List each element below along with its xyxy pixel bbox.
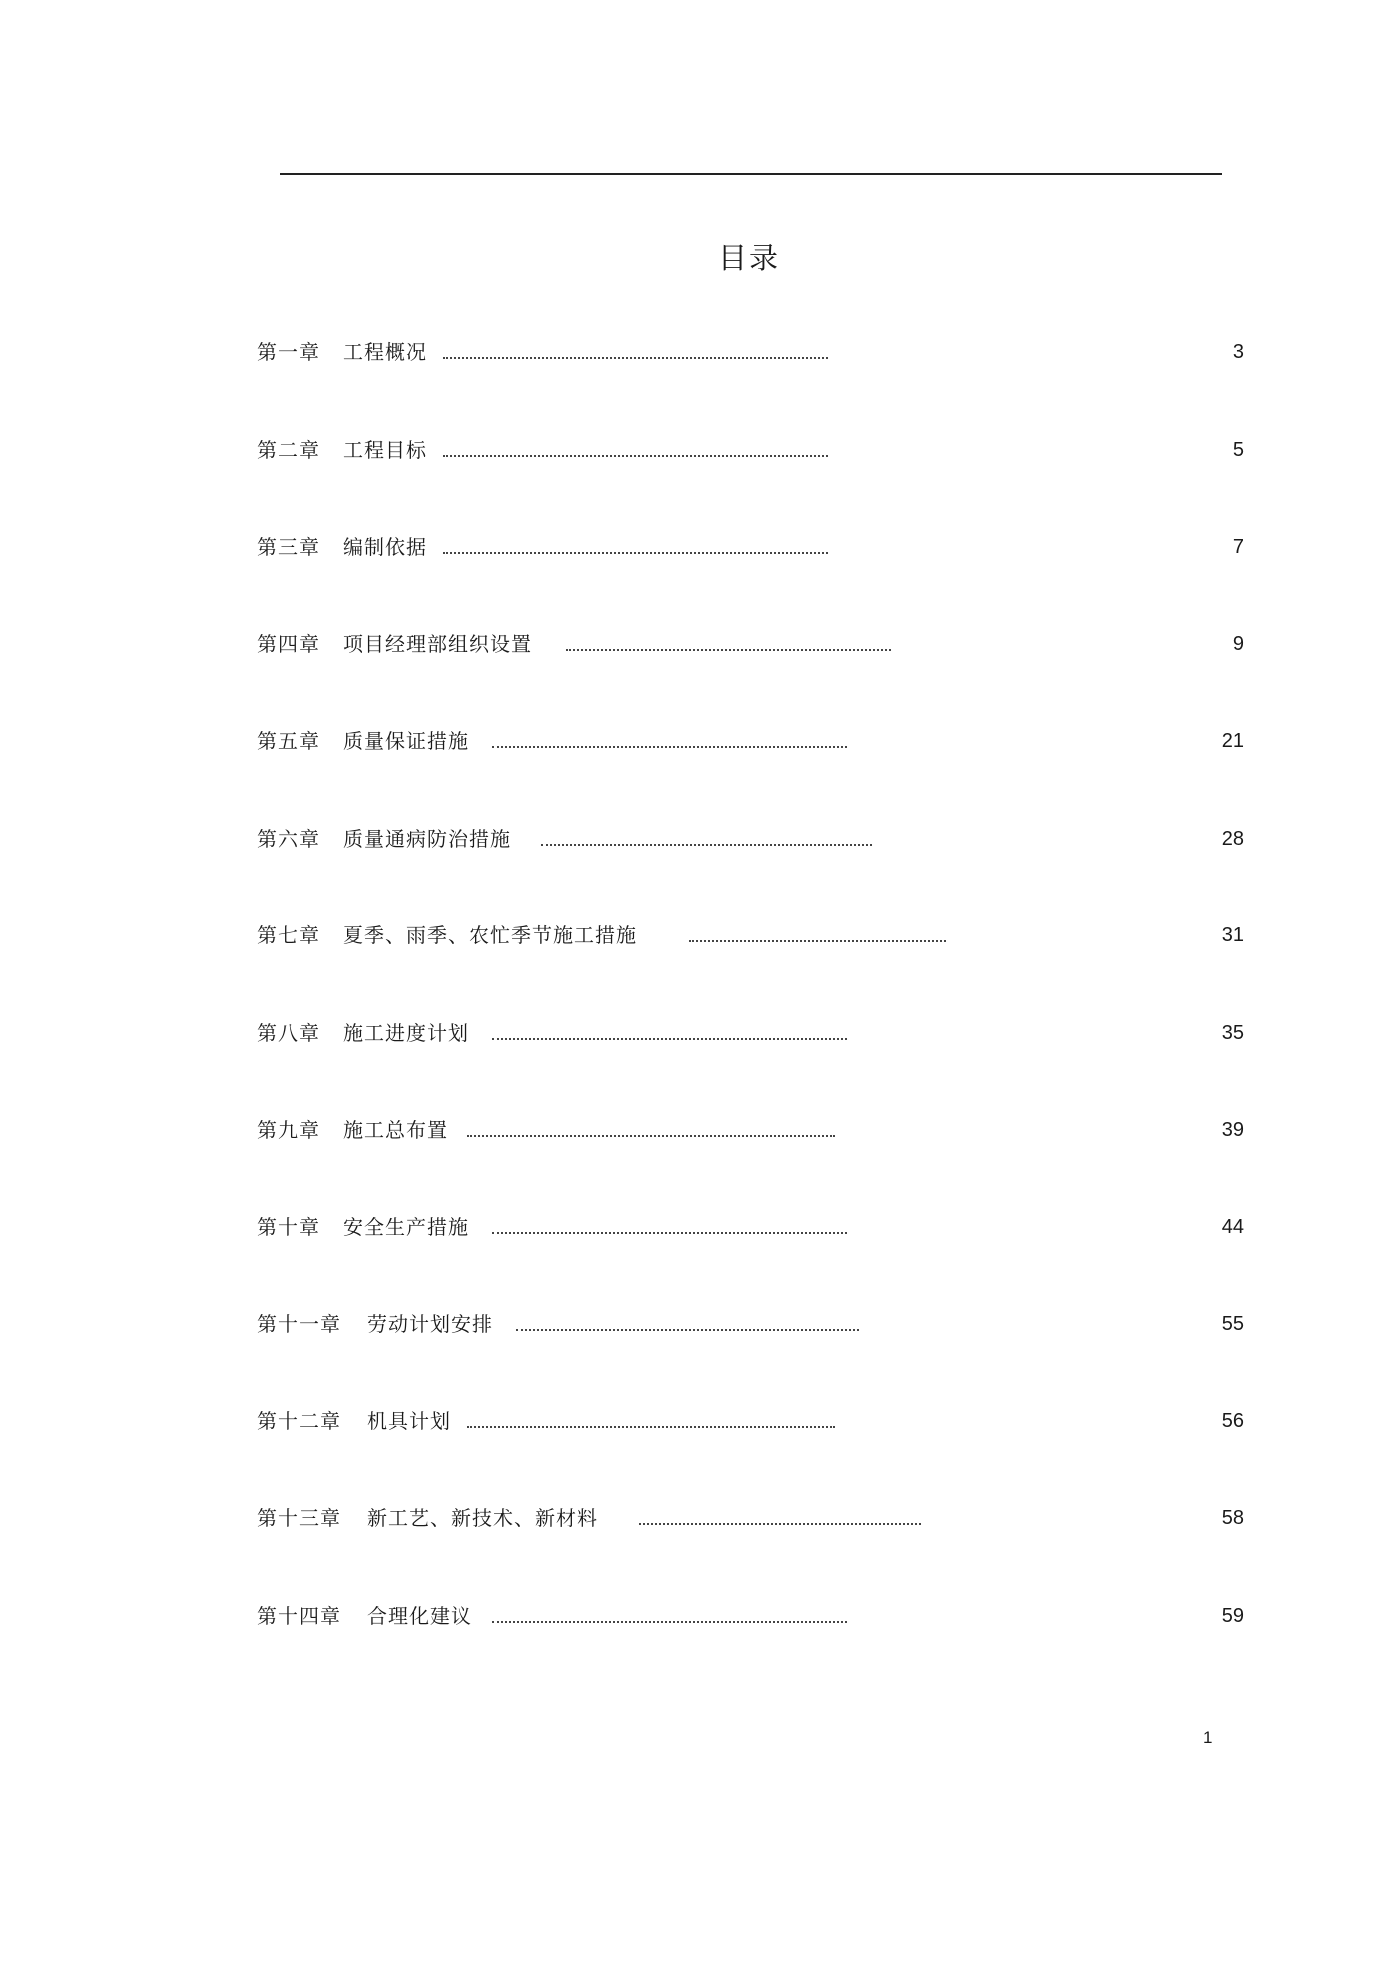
toc-chapter-label: 第一章: [257, 340, 320, 364]
toc-dot-leader: [516, 1329, 859, 1331]
toc-page-number: 21: [1221, 730, 1244, 752]
toc-page-number: 44: [1221, 1216, 1244, 1238]
toc-chapter-label: 第七章: [257, 923, 320, 947]
toc-dot-leader: [541, 844, 872, 846]
toc-chapter-label: 第十三章: [257, 1506, 341, 1530]
toc-page-number: 59: [1221, 1605, 1244, 1627]
toc-chapter-name: 施工进度计划: [343, 1021, 469, 1045]
toc-chapter-name: 新工艺、新技术、新材料: [367, 1506, 598, 1530]
toc-chapter-label: 第五章: [257, 729, 320, 753]
toc-chapter-name: 安全生产措施: [343, 1215, 469, 1239]
toc-chapter-label: 第十章: [257, 1215, 320, 1239]
toc-page-number: 31: [1221, 924, 1244, 946]
toc-dot-leader: [467, 1426, 835, 1428]
toc-chapter-name: 项目经理部组织设置: [343, 632, 532, 656]
toc-page-number: 39: [1221, 1119, 1244, 1141]
toc-chapter-label: 第十四章: [257, 1604, 341, 1628]
toc-chapter-name: 机具计划: [367, 1409, 451, 1433]
toc-dot-leader: [443, 455, 828, 457]
toc-dot-leader: [492, 1621, 847, 1623]
toc-title: 目录: [717, 241, 780, 275]
page-number: 1: [1203, 1728, 1213, 1747]
toc-dot-leader: [492, 746, 847, 748]
toc-chapter-label: 第六章: [257, 827, 320, 851]
toc-chapter-name: 工程目标: [343, 438, 427, 462]
toc-chapter-name: 工程概况: [343, 340, 427, 364]
toc-page-number: 9: [1232, 633, 1244, 655]
toc-chapter-name: 质量通病防治措施: [343, 827, 511, 851]
toc-dot-leader: [689, 940, 946, 942]
toc-dot-leader: [443, 552, 828, 554]
toc-page-number: 35: [1221, 1022, 1244, 1044]
toc-chapter-label: 第十二章: [257, 1409, 341, 1433]
toc-page-number: 7: [1232, 536, 1244, 558]
toc-page-number: 28: [1221, 828, 1244, 850]
toc-chapter-label: 第二章: [257, 438, 320, 462]
toc-page-number: 58: [1221, 1507, 1244, 1529]
toc-chapter-label: 第十一章: [257, 1312, 341, 1336]
header-rule: [280, 173, 1222, 175]
toc-dot-leader: [566, 649, 891, 651]
toc-dot-leader: [492, 1232, 847, 1234]
toc-page-number: 56: [1221, 1410, 1244, 1432]
toc-page-number: 3: [1232, 341, 1244, 363]
toc-chapter-label: 第三章: [257, 535, 320, 559]
toc-chapter-label: 第四章: [257, 632, 320, 656]
toc-dot-leader: [443, 357, 828, 359]
toc-chapter-name: 编制依据: [343, 535, 427, 559]
toc-dot-leader: [492, 1038, 847, 1040]
toc-page-number: 55: [1221, 1313, 1244, 1335]
toc-page-number: 5: [1232, 439, 1244, 461]
toc-chapter-name: 施工总布置: [343, 1118, 448, 1142]
toc-chapter-name: 合理化建议: [367, 1604, 472, 1628]
toc-chapter-name: 夏季、雨季、农忙季节施工措施: [343, 923, 637, 947]
toc-dot-leader: [639, 1523, 921, 1525]
toc-chapter-label: 第九章: [257, 1118, 320, 1142]
toc-chapter-name: 劳动计划安排: [367, 1312, 493, 1336]
toc-chapter-label: 第八章: [257, 1021, 320, 1045]
toc-chapter-name: 质量保证措施: [343, 729, 469, 753]
toc-dot-leader: [467, 1135, 835, 1137]
